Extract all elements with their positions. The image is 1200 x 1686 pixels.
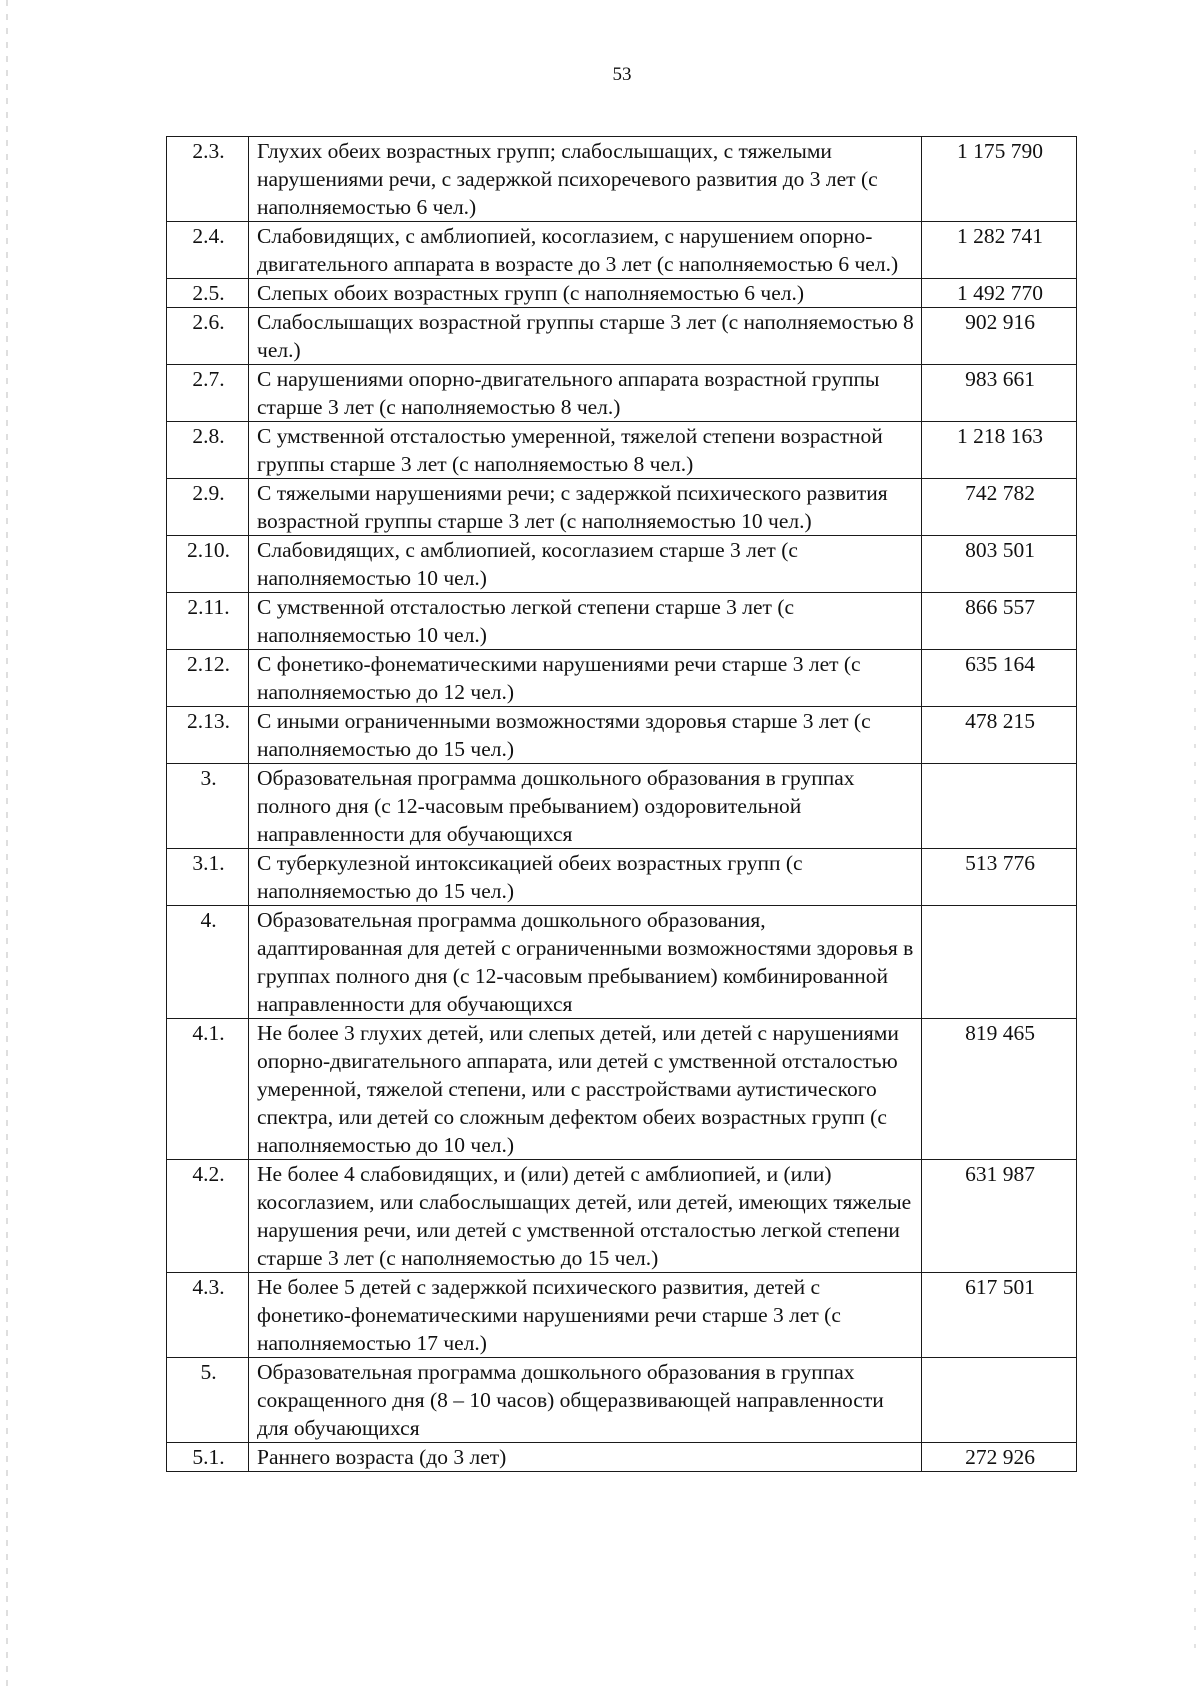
row-description: Образовательная программа дошкольного образования в группах полного дня (с 12-часовым пребыванием) оздоровительной направленности для обучающихся xyxy=(249,764,922,849)
row-description: Образовательная программа дошкольного образования, адаптированная для детей с ограниченными возможностями здоровья в группах полного дня (с 12-часовым пребыванием) комбинированной направленности для обучающихся xyxy=(249,906,922,1019)
row-number: 2.6. xyxy=(167,308,249,365)
page-number: 53 xyxy=(612,64,632,85)
table-row xyxy=(167,365,1077,422)
table-row xyxy=(167,650,1077,707)
table-row xyxy=(167,536,1077,593)
table-row xyxy=(167,593,1077,650)
table-row xyxy=(167,1273,1077,1358)
table-row xyxy=(167,1443,1077,1472)
row-description: Слабослышащих возрастной группы старше 3 лет (с наполняемостью 8 чел.) xyxy=(249,308,922,365)
row-number: 4. xyxy=(167,906,249,1019)
row-description: Слепых обоих возрастных групп (с наполняемостью 6 чел.) xyxy=(249,279,922,308)
row-value: 866 557 xyxy=(922,593,1077,650)
table-row xyxy=(167,906,1077,1019)
row-description: Слабовидящих, с амблиопией, косоглазием старше 3 лет (с наполняемостью 10 чел.) xyxy=(249,536,922,593)
table-body xyxy=(167,137,1077,1472)
table-row xyxy=(167,222,1077,279)
table-row xyxy=(167,707,1077,764)
row-description: Не более 4 слабовидящих, и (или) детей с амблиопией, и (или) косоглазием, или слабослышащих детей, или детей, имеющих тяжелые нарушения речи, или детей с умственной отсталостью легкой степени старше 3 лет (с наполняемостью до 15 чел.) xyxy=(249,1160,922,1273)
row-number: 2.13. xyxy=(167,707,249,764)
row-description: С фонетико-фонематическими нарушениями речи старше 3 лет (с наполняемостью до 12 чел.) xyxy=(249,650,922,707)
row-description: Не более 3 глухих детей, или слепых детей, или детей с нарушениями опорно-двигательного аппарата, или детей с умственной отсталостью умеренной, тяжелой степени, или с расстройствами аутистического спектра, или детей со сложным дефектом обеих возрастных групп (с наполняемостью до 10 чел.) xyxy=(249,1019,922,1160)
row-description: С умственной отсталостью умеренной, тяжелой степени возрастной группы старше 3 лет (с наполняемостью 8 чел.) xyxy=(249,422,922,479)
row-value: 1 492 770 xyxy=(922,279,1077,308)
table-row xyxy=(167,1019,1077,1160)
row-value: 617 501 xyxy=(922,1273,1077,1358)
row-number: 2.9. xyxy=(167,479,249,536)
row-value: 631 987 xyxy=(922,1160,1077,1273)
row-description: С нарушениями опорно-двигательного аппарата возрастной группы старше 3 лет (с наполняемостью 8 чел.) xyxy=(249,365,922,422)
tariff-table xyxy=(166,136,1077,1472)
row-value: 742 782 xyxy=(922,479,1077,536)
row-description: С туберкулезной интоксикацией обеих возрастных групп (с наполняемостью до 15 чел.) xyxy=(249,849,922,906)
row-number: 2.12. xyxy=(167,650,249,707)
row-number: 2.5. xyxy=(167,279,249,308)
table-row xyxy=(167,849,1077,906)
table-row xyxy=(167,279,1077,308)
row-value: 902 916 xyxy=(922,308,1077,365)
table-row xyxy=(167,422,1077,479)
row-number: 2.4. xyxy=(167,222,249,279)
row-value: 513 776 xyxy=(922,849,1077,906)
row-value xyxy=(922,906,1077,1019)
row-number: 3.1. xyxy=(167,849,249,906)
row-number: 2.11. xyxy=(167,593,249,650)
row-number: 4.3. xyxy=(167,1273,249,1358)
table-row xyxy=(167,764,1077,849)
row-number: 5. xyxy=(167,1358,249,1443)
row-value: 478 215 xyxy=(922,707,1077,764)
scan-edge-left xyxy=(6,0,8,1686)
row-description: Не более 5 детей с задержкой психического развития, детей с фонетико-фонематическими нарушениями речи старше 3 лет (с наполняемостью 17 чел.) xyxy=(249,1273,922,1358)
row-number: 4.1. xyxy=(167,1019,249,1160)
row-number: 5.1. xyxy=(167,1443,249,1472)
row-value xyxy=(922,1358,1077,1443)
table-row xyxy=(167,137,1077,222)
row-value: 272 926 xyxy=(922,1443,1077,1472)
row-number: 4.2. xyxy=(167,1160,249,1273)
table-row xyxy=(167,1160,1077,1273)
table-row xyxy=(167,308,1077,365)
row-description: Глухих обеих возрастных групп; слабослышащих, с тяжелыми нарушениями речи, с задержкой психоречевого развития до 3 лет (с наполняемостью 6 чел.) xyxy=(249,137,922,222)
row-number: 2.7. xyxy=(167,365,249,422)
row-description: С тяжелыми нарушениями речи; с задержкой психического развития возрастной группы старше 3 лет (с наполняемостью 10 чел.) xyxy=(249,479,922,536)
row-value: 983 661 xyxy=(922,365,1077,422)
row-description: С иными ограниченными возможностями здоровья старше 3 лет (с наполняемостью до 15 чел.) xyxy=(249,707,922,764)
row-value: 635 164 xyxy=(922,650,1077,707)
row-description: Раннего возраста (до 3 лет) xyxy=(249,1443,922,1472)
row-number: 2.3. xyxy=(167,137,249,222)
row-description: С умственной отсталостью легкой степени старше 3 лет (с наполняемостью 10 чел.) xyxy=(249,593,922,650)
row-value: 1 218 163 xyxy=(922,422,1077,479)
table-row xyxy=(167,479,1077,536)
row-number: 2.8. xyxy=(167,422,249,479)
row-value xyxy=(922,764,1077,849)
row-description: Слабовидящих, с амблиопией, косоглазием, с нарушением опорно-двигательного аппарата в возрасте до 3 лет (с наполняемостью 6 чел.) xyxy=(249,222,922,279)
table-row xyxy=(167,1358,1077,1443)
row-value: 1 175 790 xyxy=(922,137,1077,222)
row-number: 3. xyxy=(167,764,249,849)
row-number: 2.10. xyxy=(167,536,249,593)
scan-edge-right xyxy=(1194,150,1196,1650)
row-value: 803 501 xyxy=(922,536,1077,593)
row-value: 819 465 xyxy=(922,1019,1077,1160)
row-description: Образовательная программа дошкольного образования в группах сокращенного дня (8 – 10 часов) общеразвивающей направленности для обучающихся xyxy=(249,1358,922,1443)
row-value: 1 282 741 xyxy=(922,222,1077,279)
